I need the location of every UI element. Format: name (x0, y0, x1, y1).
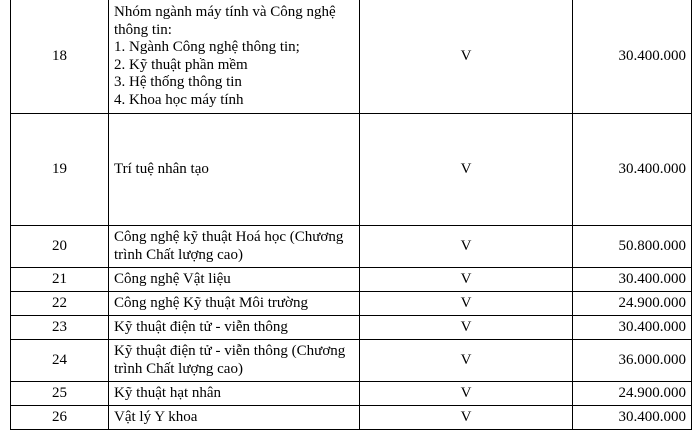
check-mark: V (360, 226, 573, 268)
program-name-line: Vật lý Y khoa (114, 408, 198, 425)
check-mark: V (360, 268, 573, 292)
table-row (11, 292, 692, 316)
program-name-line: thông tin: (114, 21, 172, 38)
program-name-line: 2. Kỹ thuật phần mềm (114, 56, 248, 73)
row-number: 26 (11, 406, 109, 430)
tuition-fee: 30.400.000 (573, 316, 692, 340)
check-mark: V (360, 292, 573, 316)
check-mark: V (360, 316, 573, 340)
row-number: 21 (11, 268, 109, 292)
table-row (11, 268, 692, 292)
table-row (11, 340, 692, 382)
tuition-fee: 30.400.000 (573, 268, 692, 292)
program-name-line: trình Chất lượng cao) (114, 360, 243, 377)
program-name-line: Kỹ thuật điện tử - viễn thông (114, 318, 288, 335)
tuition-fee: 30.400.000 (573, 114, 692, 226)
program-name-line: Công nghệ Vật liệu (114, 270, 231, 287)
check-mark: V (360, 114, 573, 226)
program-name (109, 0, 360, 114)
table-row (11, 226, 692, 268)
check-mark: V (360, 406, 573, 430)
row-number: 25 (11, 382, 109, 406)
program-name (109, 406, 360, 430)
program-name (109, 268, 360, 292)
program-name (109, 292, 360, 316)
program-name-line: 4. Khoa học máy tính (114, 91, 244, 108)
tuition-fee: 36.000.000 (573, 340, 692, 382)
program-name (109, 340, 360, 382)
check-mark: V (360, 382, 573, 406)
row-number: 23 (11, 316, 109, 340)
tuition-fee: 24.900.000 (573, 382, 692, 406)
program-name-line: Kỹ thuật điện tử - viễn thông (Chương (114, 343, 346, 359)
table-row (11, 382, 692, 406)
program-name-line: Nhóm ngành máy tính và Công nghệ (114, 4, 336, 20)
program-name (109, 316, 360, 340)
program-name-line: 1. Ngành Công nghệ thông tin; (114, 39, 300, 55)
row-number: 20 (11, 226, 109, 268)
tuition-fee: 30.400.000 (573, 0, 692, 114)
tuition-fee: 50.800.000 (573, 226, 692, 268)
check-mark: V (360, 340, 573, 382)
row-number: 19 (11, 114, 109, 226)
program-name-line: Trí tuệ nhân tạo (114, 160, 209, 177)
program-name-line: trình Chất lượng cao) (114, 246, 243, 263)
program-name-line: 3. Hệ thống thông tin (114, 74, 242, 90)
table-row (11, 0, 692, 114)
tuition-table (10, 0, 692, 430)
table-row (11, 316, 692, 340)
row-number: 18 (11, 0, 109, 114)
program-name (109, 114, 360, 226)
tuition-fee: 30.400.000 (573, 406, 692, 430)
table-row (11, 114, 692, 226)
program-name (109, 226, 360, 268)
table-row (11, 406, 692, 430)
program-name-line: Công nghệ kỹ thuật Hoá học (Chương (114, 229, 344, 245)
program-name-line: Công nghệ Kỹ thuật Môi trường (114, 294, 308, 311)
program-name (109, 382, 360, 406)
row-number: 24 (11, 340, 109, 382)
program-name-line: Kỹ thuật hạt nhân (114, 384, 222, 401)
check-mark: V (360, 0, 573, 114)
tuition-fee: 24.900.000 (573, 292, 692, 316)
row-number: 22 (11, 292, 109, 316)
